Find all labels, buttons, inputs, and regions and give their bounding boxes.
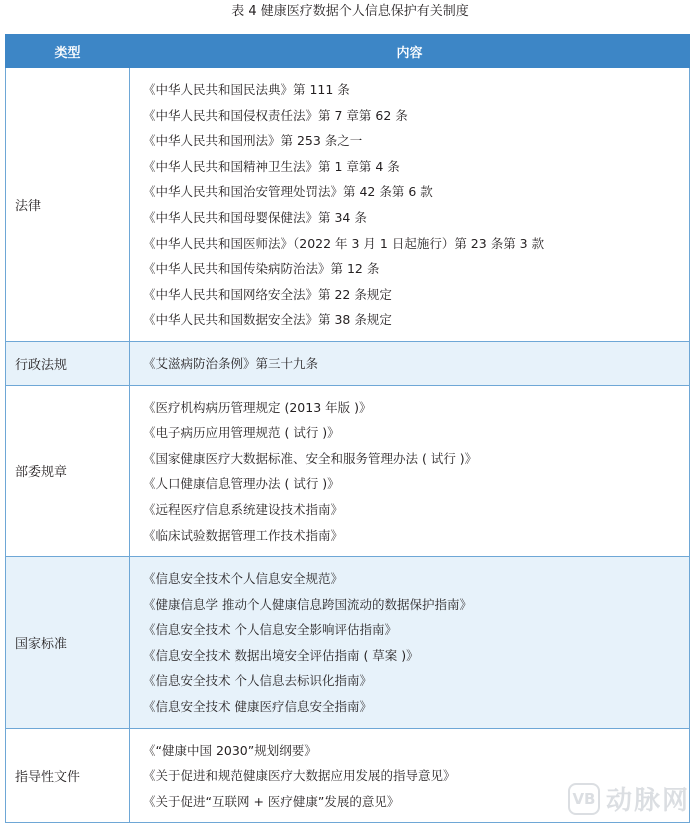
policy-table	[5, 34, 690, 823]
content-cell	[130, 68, 690, 342]
table-body	[6, 68, 690, 823]
regulation-item: 《“健康中国 2030”规划纲要》	[143, 742, 317, 758]
regulation-item: 《临床试验数据管理工作技术指南》	[143, 527, 344, 543]
regulation-item: 《健康信息学 推动个人健康信息跨国流动的数据保护指南》	[143, 596, 472, 612]
regulation-item: 《中华人民共和国传染病防治法》第 12 条	[143, 261, 380, 277]
regulation-item: 《国家健康医疗大数据标准、安全和服务管理办法 ( 试行 )》	[143, 450, 478, 466]
regulation-item: 《中华人民共和国刑法》第 253 条之一	[143, 133, 363, 149]
table-row	[6, 341, 690, 385]
regulation-item: 《电子病历应用管理规范 ( 试行 )》	[143, 425, 340, 441]
header-type: 类型	[6, 35, 130, 68]
regulation-item: 《信息安全技术个人信息安全规范》	[143, 571, 344, 587]
regulation-item: 《信息安全技术 数据出境安全评估指南 ( 草案 )》	[143, 647, 419, 663]
regulation-item: 《人口健康信息管理办法 ( 试行 )》	[143, 476, 340, 492]
watermark-logo-icon: VB	[568, 783, 600, 815]
regulation-item: 《信息安全技术 健康医疗信息安全指南》	[143, 699, 372, 715]
regulation-item: 《远程医疗信息系统建设技术指南》	[143, 501, 344, 517]
type-cell: 行政法规	[6, 341, 130, 385]
type-cell: 部委规章	[6, 385, 130, 557]
regulation-item: 《艾滋病防治条例》第三十九条	[143, 355, 319, 371]
regulation-item: 《中华人民共和国网络安全法》第 22 条规定	[143, 286, 392, 302]
type-cell: 法律	[6, 68, 130, 342]
watermark-text: 动脉网	[605, 786, 690, 816]
content-cell	[130, 557, 690, 729]
header-content: 内容	[130, 35, 690, 68]
table-row	[6, 385, 690, 557]
table-caption: 表 4 健康医疗数据个人信息保护有关制度	[231, 4, 469, 19]
type-cell: 国家标准	[6, 557, 130, 729]
regulation-item: 《中华人民共和国医师法》（2022 年 3 月 1 日起施行）第 23 条第 3 款	[143, 235, 545, 251]
regulation-item: 《中华人民共和国治安管理处罚法》第 42 条第 6 款	[143, 184, 433, 200]
regulation-item: 《信息安全技术 个人信息去标识化指南》	[143, 673, 372, 689]
regulation-item: 《中华人民共和国精神卫生法》第 1 章第 4 条	[143, 158, 400, 174]
regulation-item: 《中华人民共和国数据安全法》第 38 条规定	[143, 312, 392, 328]
regulation-item: 《中华人民共和国民法典》第 111 条	[143, 82, 350, 97]
table-header-row	[6, 35, 690, 68]
table-row	[6, 557, 690, 729]
regulation-item: 《关于促进和规范健康医疗大数据应用发展的指导意见》	[143, 768, 456, 784]
content-cell	[130, 341, 690, 385]
regulation-item: 《医疗机构病历管理规定 (2013 年版 )》	[143, 399, 372, 415]
table-row	[6, 68, 690, 342]
type-cell: 指导性文件	[6, 728, 130, 823]
watermark	[568, 780, 690, 817]
content-cell	[130, 385, 690, 557]
regulation-item: 《关于促进“互联网 + 医疗健康”发展的意见》	[143, 793, 400, 809]
regulation-item: 《中华人民共和国侵权责任法》第 7 章第 62 条	[143, 107, 408, 123]
regulation-item: 《信息安全技术 个人信息安全影响评估指南》	[143, 622, 397, 638]
regulation-item: 《中华人民共和国母婴保健法》第 34 条	[143, 209, 367, 225]
